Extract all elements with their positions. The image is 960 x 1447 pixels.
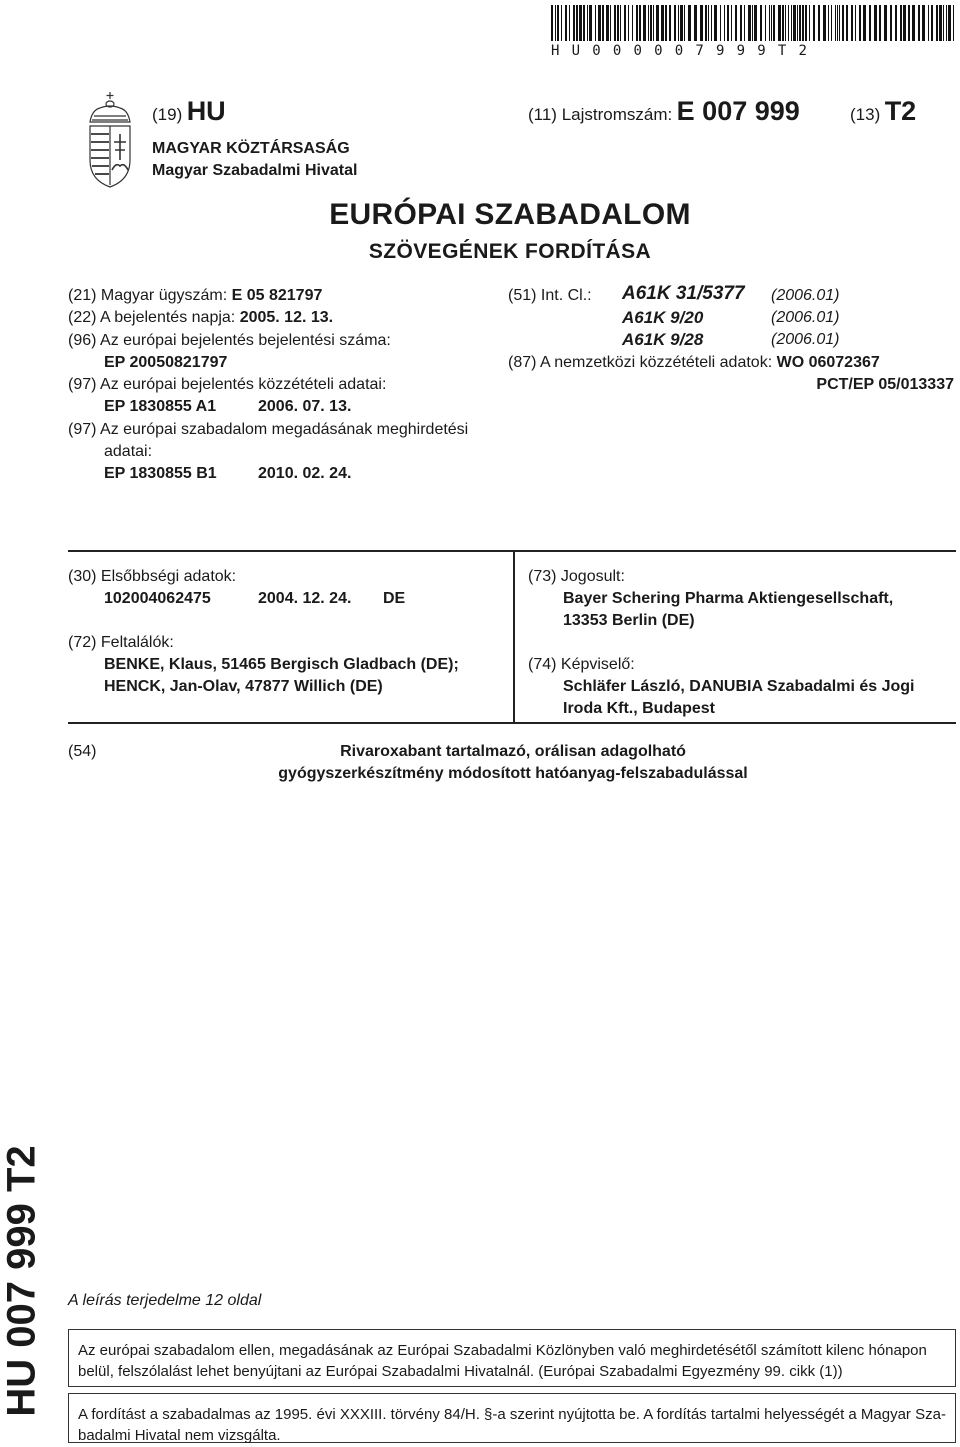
barcode-bar	[791, 5, 792, 41]
barcode-bar	[809, 5, 810, 41]
barcode-bar	[617, 5, 619, 41]
barcode-bar	[884, 5, 887, 41]
field-97b-label: (97) Az európai szabadalom megadásának meghirdetési	[68, 421, 469, 438]
barcode-bar	[908, 5, 910, 41]
registration-label: (11) Lajstromszám:	[528, 105, 673, 124]
barcode-bar	[602, 5, 604, 41]
barcode-bar	[900, 5, 902, 41]
priority-date: 2004. 12. 24.	[258, 590, 352, 607]
barcode-bar	[648, 5, 649, 41]
barcode-bar	[802, 5, 804, 41]
barcode-bar	[855, 5, 856, 41]
barcode-bar	[903, 5, 906, 41]
document-subtitle: SZÖVEGÉNEK FORDÍTÁSA	[368, 240, 652, 263]
barcode-bar	[936, 5, 938, 41]
priority-number: 102004062475	[104, 590, 211, 607]
barcode-bar	[823, 5, 826, 41]
owner-name: Bayer Schering Pharma Aktiengesellschaft,	[563, 590, 894, 607]
ipc-code: A61K 9/28	[622, 330, 704, 349]
ipc-version: (2006.01)	[771, 309, 840, 326]
barcode-bar	[650, 5, 652, 41]
barcode-bar	[831, 5, 832, 41]
barcode-bar	[754, 5, 757, 41]
invention-title-line-1: Rivaroxabant tartalmazó, orálisan adagolható	[340, 743, 686, 760]
country-code: HU	[186, 96, 226, 126]
barcode-bar	[828, 5, 829, 41]
barcode-bar	[771, 5, 772, 41]
barcode-bar	[688, 5, 691, 41]
barcode-bar	[653, 5, 654, 41]
barcode-bar	[620, 5, 621, 41]
barcode-bar	[890, 5, 892, 41]
barcode-bar	[694, 5, 697, 41]
barcode-bar	[569, 5, 570, 41]
barcode-bar	[863, 5, 866, 41]
barcode-bar	[744, 5, 745, 41]
country-name: MAGYAR KÖZTÁRSASÁG	[152, 140, 350, 157]
barcode-bar	[589, 5, 592, 41]
barcode-bar	[869, 5, 871, 41]
barcode-bar	[561, 5, 562, 41]
barcode-bar	[895, 5, 897, 41]
translation-notice-line-2: badalmi Hivatal nem vizsgálta.	[78, 1427, 281, 1444]
owner-address: 13353 Berlin (DE)	[563, 612, 695, 629]
divider	[513, 550, 515, 724]
barcode-bar	[665, 5, 667, 41]
barcode-bar	[837, 5, 838, 41]
barcode-bar	[931, 5, 933, 41]
ipc-version: (2006.01)	[771, 287, 840, 304]
barcode-bar	[778, 5, 781, 41]
pct-number: PCT/EP 05/013337	[816, 376, 954, 393]
barcode-bar	[765, 5, 766, 41]
barcode-bar	[788, 5, 789, 41]
field-97b-label-cont: adatai:	[104, 443, 153, 460]
barcode-bar	[799, 5, 801, 41]
barcode-bar	[946, 5, 947, 41]
ep-grant-number: EP 1830855 B1	[104, 465, 217, 482]
field-51-label: (51) Int. Cl.:	[508, 287, 592, 304]
barcode-bar	[555, 5, 556, 41]
wo-number: WO 06072367	[776, 354, 880, 371]
barcode-bar	[782, 5, 784, 41]
barcode-bar	[918, 5, 920, 41]
field-22: (22) A bejelentés napja: 2005. 12. 13.	[68, 309, 334, 326]
barcode-bar	[912, 5, 915, 41]
barcode-bar	[943, 5, 944, 41]
field-73-label: (73) Jogosult:	[528, 568, 625, 585]
barcode	[551, 5, 957, 41]
coat-of-arms-icon	[80, 90, 140, 190]
priority-country: DE	[383, 590, 406, 607]
barcode-bar	[859, 5, 861, 41]
barcode-bar	[628, 5, 629, 41]
opposition-notice-box	[68, 1329, 956, 1387]
barcode-bar	[851, 5, 853, 41]
barcode-bar	[573, 5, 575, 41]
barcode-bar	[598, 5, 601, 41]
barcode-bar	[818, 5, 820, 41]
ipc-code: A61K 9/20	[622, 308, 704, 327]
barcode-bar	[684, 5, 685, 41]
barcode-bar	[760, 5, 762, 41]
kind-field	[850, 96, 916, 127]
barcode-bar	[797, 5, 798, 41]
barcode-bar	[720, 5, 721, 41]
barcode-bar	[939, 5, 942, 41]
barcode-bar	[714, 5, 717, 41]
field-30-label: (30) Elsőbbségi adatok:	[68, 568, 237, 585]
barcode-bar	[711, 5, 712, 41]
registration-field	[528, 96, 800, 127]
barcode-bar	[769, 5, 770, 41]
side-publication-label: HU 007 999 T2	[0, 1145, 44, 1417]
field-21: (21) Magyar ügyszám: E 05 821797	[68, 287, 323, 304]
field-97a-label: (97) Az európai bejelentés közzétételi adatai:	[68, 376, 387, 393]
barcode-bar	[953, 5, 954, 41]
ipc-version: (2006.01)	[771, 331, 840, 348]
barcode-bar	[587, 5, 588, 41]
agent-firm: Iroda Kft., Budapest	[563, 700, 716, 717]
barcode-bar	[705, 5, 707, 41]
barcode-bar	[731, 5, 732, 41]
inventor-1: BENKE, Klaus, 51465 Bergisch Gladbach (DE);	[104, 656, 459, 673]
barcode-bar	[793, 5, 796, 41]
field-87: (87) A nemzetközi közzétételi adatok: WO 06072367	[508, 354, 880, 371]
barcode-bar	[785, 5, 786, 41]
barcode-text: HU000007999T2	[551, 43, 820, 59]
description-length-note: A leírás terjedelme 12 oldal	[68, 1292, 262, 1309]
barcode-bar	[632, 5, 633, 41]
barcode-bar	[678, 5, 679, 41]
field-96-label: (96) Az európai bejelentés bejelentési száma:	[68, 332, 391, 349]
barcode-bar	[842, 5, 844, 41]
invention-title-line-2: gyógyszerkészítmény módosított hatóanyag-felszabadulással	[278, 765, 748, 782]
field-code-13: (13)	[850, 105, 881, 124]
barcode-bar	[661, 5, 664, 41]
field-code-19: (19)	[152, 105, 183, 124]
field-72-label: (72) Feltalálók:	[68, 634, 174, 651]
ep-publication-number: EP 1830855 A1	[104, 398, 217, 415]
barcode-bar	[643, 5, 646, 41]
barcode-bar	[565, 5, 567, 41]
barcode-bar	[724, 5, 725, 41]
field-74-label: (74) Képviselő:	[528, 656, 635, 673]
field-54-label: (54)	[68, 743, 97, 760]
barcode-bar	[879, 5, 881, 41]
barcode-bar	[752, 5, 753, 41]
barcode-bar	[583, 5, 585, 41]
opposition-notice-line-1: Az európai szabadalom ellen, megadásának az Európai Szabadalmi Közlönyben való meghirdetésétől számított kilenc hónapon	[78, 1342, 927, 1359]
barcode-bar	[614, 5, 616, 41]
application-number: E 05 821797	[231, 287, 323, 304]
barcode-bar	[700, 5, 703, 41]
barcode-bar	[928, 5, 929, 41]
barcode-bar	[606, 5, 609, 41]
document-title: EURÓPAI SZABADALOM	[329, 198, 691, 231]
barcode-bar	[922, 5, 925, 41]
barcode-bar	[735, 5, 737, 41]
barcode-bar	[669, 5, 671, 41]
barcode-bar	[708, 5, 709, 41]
barcode-bar	[551, 5, 553, 41]
barcode-bar	[595, 5, 596, 41]
barcode-bar	[740, 5, 742, 41]
barcode-bar	[656, 5, 659, 41]
agent-name: Schläfer László, DANUBIA Szabadalmi és Jogi	[563, 678, 915, 695]
barcode-bar	[727, 5, 729, 41]
barcode-bar	[636, 5, 638, 41]
ep-application-number: EP 20050821797	[104, 354, 228, 371]
ep-grant-date: 2010. 02. 24.	[258, 465, 352, 482]
ipc-code: A61K 31/5377	[622, 283, 745, 304]
barcode-bar	[813, 5, 815, 41]
translation-notice-line-1: A fordítást a szabadalmas az 1995. évi XXXIII. törvény 84/H. §-a szerint nyújtotta be. A fordítás tartalmi helyességét a Magyar Sza-	[78, 1406, 946, 1423]
barcode-bar	[624, 5, 626, 41]
barcode-bar	[674, 5, 676, 41]
registration-number: E 007 999	[676, 96, 800, 126]
barcode-bar	[579, 5, 582, 41]
barcode-bar	[773, 5, 775, 41]
translation-notice-box	[68, 1393, 956, 1443]
filing-date: 2005. 12. 13.	[239, 309, 334, 326]
divider	[68, 550, 956, 552]
country-field	[152, 96, 226, 127]
barcode-bar	[805, 5, 807, 41]
opposition-notice-line-2: belül, felszólalást lehet benyújtani az Európai Szabadalmi Hivatalnál. (Európai Szabadalmi Egyezmény 99. cikk (1))	[78, 1363, 843, 1380]
divider	[68, 722, 956, 724]
barcode-bar	[639, 5, 641, 41]
inventor-2: HENCK, Jan-Olav, 47877 Willich (DE)	[104, 678, 383, 695]
barcode-bar	[948, 5, 951, 41]
barcode-bar	[748, 5, 751, 41]
barcode-bar	[576, 5, 578, 41]
ep-publication-date: 2006. 07. 13.	[258, 398, 352, 415]
barcode-bar	[846, 5, 848, 41]
patent-office-name: Magyar Szabadalmi Hivatal	[152, 162, 358, 179]
barcode-bar	[835, 5, 836, 41]
barcode-bar	[680, 5, 683, 41]
kind-code: T2	[884, 96, 917, 126]
barcode-bar	[557, 5, 559, 41]
barcode-bar	[610, 5, 611, 41]
barcode-bar	[839, 5, 840, 41]
barcode-bar	[874, 5, 877, 41]
